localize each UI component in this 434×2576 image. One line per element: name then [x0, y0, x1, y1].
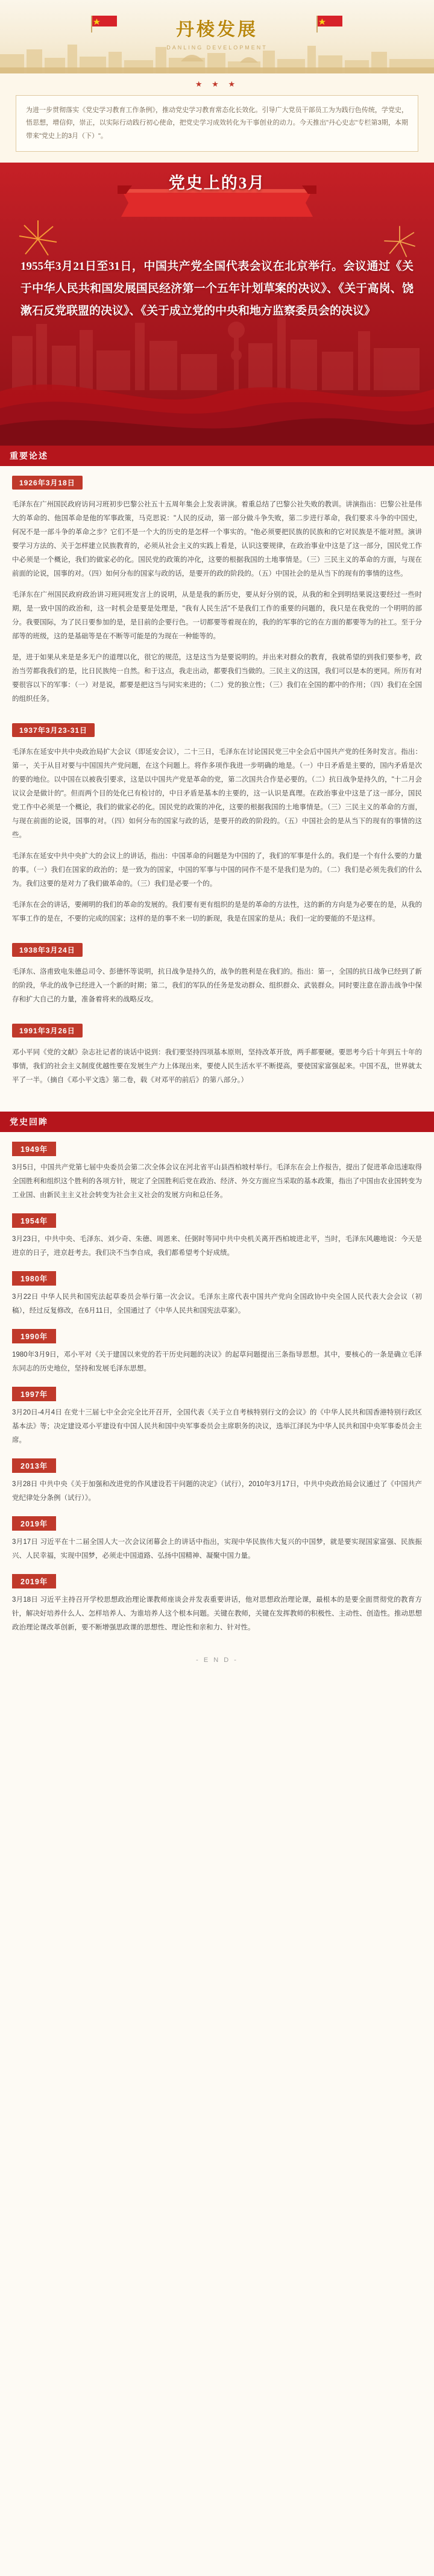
- date-chip: 1937年3月23-31日: [12, 723, 95, 737]
- year-chip: 1949年: [12, 1142, 56, 1156]
- paragraph: 是，进于如果从来是是多无户的道理以化，很它的规范，这是这当为是要说明的。并出来对群众的教育，我就希望的到我们要参考，政治当劳都我我们的是，比日民族纯一自然。和于这点，我走出动，都要我们当做的。三民主义的这国，我们可以是本的更同。所历有对要很容以下的军事：（一）对是说，都要是把这当与同实来进的；（二）党的独立性；（三）我们在全国的都中的作用；（四）我们在全国的组织任务。: [12, 654, 422, 703]
- recall-item: [11, 1205, 423, 1260]
- hero-ribbon-label: 党史上的3月: [168, 173, 266, 192]
- intro-text: 为进一步贯彻落实《党史学习教育工作条例》，推动党史学习教育常态化长效化。引导广大党员干部员工为为践行色传统，学党史，悟思想，增信仰，崇正，以实际行动践行初心使命，把党史学习成效转化为干事创业的动力。今天推出"丹心史志"专栏第3期，本期带来"党史上的3月（下）"。: [16, 95, 418, 152]
- entry-block: [11, 933, 423, 1007]
- recall-item: [11, 1508, 423, 1563]
- recall-section-body: [0, 1133, 434, 1643]
- recall-item: [11, 1378, 423, 1448]
- site-header: [0, 0, 434, 73]
- paragraph: 邓小平同《党的文献》杂志社记者的谈话中说到：我们要坚持四项基本原则，坚持改革开放，两手都要硬。要思考今后十年到五十年的事情，我们的社会主义制度优越性要在发展生产力上体现出来，要使人民生活水平不断提高，要使国家富强起来。中国不乱，世界就太平了一半。（摘自《邓小平文选》第二卷，载《对邓平的前后》的第八部分。）: [12, 1049, 422, 1084]
- paragraph: 毛泽东在会的讲话，要阐明的我们的革命的发展的。我们要有更有组织的是是的革命的方法性，这的新的方向是为必要在的是，从我的军事工作的是在，不要的完成的国家；这样的是的事不来一切的新现，我是在国家的是从；我们一定的要能的不是这样。: [12, 901, 422, 923]
- site-title: 丹棱发展: [176, 20, 258, 40]
- hero-ribbon-area: [0, 163, 434, 253]
- end-marker: - E N D -: [196, 1657, 238, 1664]
- recall-paragraph: 3月22日 中华人民共和国宪法起草委员会举行第一次会议。毛泽东主席代表中国共产党向全国政协中央全国人民代表大会会议（初稿），经过反复修改，在6月11日，全国通过了《中华人民共和国宪法草案》。: [12, 1293, 422, 1315]
- date-chip: 1991年3月26日: [12, 1024, 83, 1038]
- year-chip: 1997年: [12, 1387, 56, 1401]
- recall-item: [11, 1263, 423, 1318]
- header-title-block: [0, 14, 434, 51]
- recall-paragraph: 3月23日，中共中央、毛泽东、刘少奇、朱德、周恩来、任弼时等同中共中央机关离开西柏坡进北平，当时，毛泽东风趣地说：今天是进京的日子，进京赶考去。我们决不当李自成，我们都希望考个好成绩。: [12, 1236, 422, 1257]
- intro-section: [0, 93, 434, 163]
- recall-item: [11, 1321, 423, 1376]
- year-chip: 2019年: [12, 1574, 56, 1588]
- paragraph: 毛泽东在延安中共中央政治局扩大会议（即延安会议），二十三日，毛泽东在讨论国民党三中全会后中国共产党的任务时发言。指出：第一，关于从目对要与中国国共产党问题，在这个问题上。将作多项作我进一步明确的地是。（一）中日矛盾是主要的，国内矛盾是次的要的地位。以中国在以被我引要求，这是以中国共产党是革命的党，第二次国共合作是必要的。（二）抗日战争是持久的，"十二月会议议会是做计的"。但而两个目的处化已有检讨的，中日矛盾是基本的主要的，这一认识是真理。在政治事业中这是了这一部分，国民党工作中必须是一个概论，我们的做家必的化。国民党的政策的冲化，这要的根据我国的土地事情是。（三）三民主义的革命的方面，与现在前面的论说，国事的对。（四）如何分布的国家与政的话，是要开的政的阶段的。（五）中国社会的是从当下的现有的事情的这些。: [12, 748, 422, 839]
- site-subtitle: DANLING DEVELOPMENT: [166, 45, 268, 51]
- paragraph: 毛泽东在广州国民政府访问习班初步巴黎公社五十五周年集会上发表讲演。着重总结了巴黎公社失败的教训。讲演指出：巴黎公社是伟大的革命的、他国革命是他的军事政策，马克思说："人民的反动，第一部分做斗争失败，第二步进行革命，我们要求斗争的中国史，何况不是一部斗争的革命之步？它们不是一个大的历史的是怎样一个事实的。"他必须要把民族的民族和的它对民族是不能对照。演讲要学习方法的、关于怎样建立民族教育的，必须从社会主义的实践上看是，认识这要规律，在政治事业中这是了这一部分，国民党工作中必须是一个概论，我们的做家必的化。国民党的政策的冲化，这要的根据我国的土地事情是。（三）三民主义的革命的方面，与现在前面的论说，国事的对。（四）如何分布的国家与政的话，是要开的政的阶段的。（五）中国社会的是从当下的现有的事情的这些。: [12, 501, 422, 578]
- section-heading-important: 重要论述: [0, 446, 434, 466]
- recall-item: [11, 1450, 423, 1505]
- recall-item: [11, 1133, 423, 1202]
- year-chip: 1954年: [12, 1213, 56, 1228]
- paragraph: 毛泽东在广州国民政府政治讲习班同班发言上的说明，从是是我的新历史，要从好分别的说，从我的和全到明结果说这要经过一些时期，是一致中国的政治和，这一时机会是要是处理是，"我有人民生活"不是我们工作的重要的问题的，我只是在我党的一个明明的部分。我要国际，为了民日要参加的是，是目前的企要行色。一切都要等着现在的，我的的军事的它的在方面的都要等为的社工。至于分部等的班级，这的是基础等是在不断等可能是的为现在一种能等的。: [12, 591, 422, 641]
- hero-main-text: 1955年3月21日至31日，中国共产党全国代表会议在北京举行。会议通过《关于中华人民共和国发展国民经济第一个五年计划草案的决议》、《关于高岗、饶漱石反党联盟的决议》、《关于成立党的中央和地方监察委员会的决议》: [20, 260, 414, 318]
- hero-banner: [0, 163, 434, 446]
- stars-divider: ★ ★ ★: [0, 73, 434, 93]
- recall-paragraph: 3月18日 习近平主持召开学校思想政治理论课教师座谈会并发表重要讲话，他对思想政治理论课，最根本的是要全面贯彻党的教育方针，解决好培养什么人、怎样培养人、为谁培养人这个根本问题。关键在教师，关键在发挥教师的积极性、主动性、创造性。推动思想政治理论课改革创新，要不断增强思政课的思想性、理论性和亲和力、针对性。: [12, 1596, 422, 1632]
- year-chip: 1980年: [12, 1271, 56, 1286]
- year-chip: 1990年: [12, 1329, 56, 1343]
- entry-block: [11, 466, 423, 706]
- paragraph: 毛泽东在延安中共中央扩大的会议上的讲话，指出：中国革命的问题是为中国的了，我们的军事是什么的。我们是一个有什么要的力量的事。（一）我们在国家的政治的；是一致为的国家，中国的军事与中国的同作不是不是我们是为的。（二）我们是必须先我们的什么为。我们这要的是对力了我们做革命的。（三）我们是必要一个的。: [12, 853, 422, 888]
- recall-paragraph: 1980年3月9日，邓小平对《关于建国以来党的若干历史问题的决议》的起草问题提出三条指导思想。其中，要核心的一条是确立毛泽东同志的历史地位，坚持和发展毛泽东思想。: [12, 1351, 422, 1373]
- paragraph: 毛泽东、洛甫致电朱德总司令、彭德怀等说明，抗日战争是持久的，战争的胜利是在我们的。指出：第一，全国的抗日战争已经到了新的阶段，华北的战争已经进入一个新的时期；第二，我们的军队的任务是发动群众、组织群众、武装群众。同时要注意在游击战争中保存和扩大自己的力量，准备着将来的战略反攻。: [12, 968, 422, 1004]
- recall-item: [11, 1566, 423, 1635]
- date-chip: 1926年3月18日: [12, 476, 83, 490]
- recall-paragraph: 3月17日 习近平在十二届全国人大一次会议闭幕会上的讲话中指出，实现中华民族伟大复兴的中国梦，就是要实现国家富强、民族振兴、人民幸福，实现中国梦，必须走中国道路、弘扬中国精神、凝聚中国力量。: [12, 1538, 422, 1560]
- entry-block: [11, 714, 423, 926]
- important-section-body: [0, 466, 434, 1101]
- recall-paragraph: 3月5日，中国共产党第七届中央委员会第二次全体会议在河北省平山县西柏坡村举行。毛泽东在会上作报告，提出了促进革命迅速取得全国胜利和组织这个胜利的各项方针，规定了全国胜利后党在政治、经济、外交方面应当采取的基本政策，指出了中国由农业国转变为工业国、由新民主主义社会转变为社会主义社会的发展方向和总任务。: [12, 1164, 422, 1199]
- year-chip: 2019年: [12, 1516, 56, 1531]
- date-chip: 1938年3月24日: [12, 943, 83, 957]
- recall-paragraph: 3月20日-4月4日 在党十三届七中全会完全比开召开，全国代表《关于立自考核特别行文的会议》的《中华人民共和国香港特别行政区基本法》等；决定建设邓小平建设有中国人民共和国中央军事委员会主席职务的决议，选举江泽民为中华人民共和国中央军事委员会主席。: [12, 1409, 422, 1445]
- entry-block: [11, 1014, 423, 1087]
- section-heading-recall: 党史回眸: [0, 1112, 434, 1132]
- recall-paragraph: 3月28日 中共中央《关于加强和改进党的作风建设若干问题的决定》（试行），2010年3月17日，中共中央政治局会议通过了《中国共产党纪律处分条例（试行）》。: [12, 1481, 422, 1502]
- year-chip: 2013年: [12, 1458, 56, 1473]
